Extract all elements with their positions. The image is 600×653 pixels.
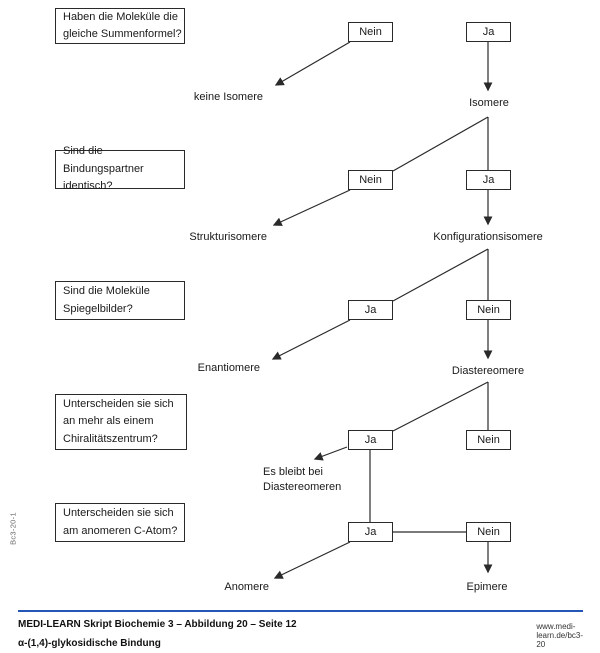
question-text-line: Sind die Bindungspartner — [63, 145, 144, 175]
decision-box-row1-ja: Ja — [466, 22, 511, 42]
question-text-line: am anomeren C-Atom? — [63, 524, 178, 537]
question-text-line: Unterscheiden sie sich — [63, 507, 174, 519]
question-box-anomeres-c-atom — [55, 503, 185, 542]
question-box-chiralitaetszentrum — [55, 394, 187, 450]
outcome-text-line: Diastereomeren — [263, 481, 342, 493]
outcome-text-line: Es bleibt bei — [263, 466, 323, 478]
outcome-diastereomere: Diastereomere — [451, 365, 525, 377]
decision-box-row3-nein: Nein — [466, 300, 511, 320]
edge-diastereomere-to-ja4 — [393, 382, 488, 431]
edge-nein1-to-keine-isomere — [276, 42, 350, 85]
outcome-epimere: Epimere — [466, 581, 508, 593]
decision-box-row5-nein: Nein — [466, 522, 511, 542]
edge-nein2-to-strukturisomere — [274, 190, 350, 225]
decision-box-row3-ja: Ja — [348, 300, 393, 320]
outcome-konfigurationsisomere: Konfigurationsisomere — [433, 231, 543, 243]
edge-ja3-to-enantiomere — [273, 320, 350, 359]
footer-divider-line — [18, 610, 583, 612]
decision-box-row2-nein: Nein — [348, 170, 393, 190]
outcome-strukturisomere: Strukturisomere — [189, 231, 267, 243]
question-box-summenformel — [55, 8, 185, 44]
question-box-spiegelbilder — [55, 281, 185, 320]
question-text-line: Sind die Moleküle — [63, 285, 150, 297]
footer-source-text: MEDI-LEARN Skript Biochemie 3 – Abbildung 20 – Seite 12 — [18, 619, 297, 630]
edge-ja5-to-anomere — [275, 542, 350, 578]
decision-box-row5-ja: Ja — [348, 522, 393, 542]
edge-isomere-to-nein2 — [393, 117, 488, 171]
question-text-line: identisch? — [63, 180, 113, 193]
decision-box-row4-nein: Nein — [466, 430, 511, 450]
edge-konfig-to-ja3 — [393, 249, 488, 301]
question-text-line: Chiralitätszentrum? — [63, 432, 158, 445]
question-box-bindungspartner — [55, 145, 185, 193]
decision-box-row4-ja: Ja — [348, 430, 393, 450]
outcome-enantiomere: Enantiomere — [197, 362, 260, 374]
footer-subtitle-text: α-(1,4)-glykosidische Bindung — [18, 638, 161, 649]
footer-url-text: www.medi-learn.de/bc3-20 — [536, 622, 584, 649]
decision-box-row1-nein: Nein — [348, 22, 393, 42]
outcome-anomere: Anomere — [224, 581, 269, 593]
question-text-line: an mehr als einem — [63, 415, 154, 428]
decision-box-row2-ja: Ja — [466, 170, 511, 190]
question-text-line: Unterscheiden sie sich — [63, 397, 174, 410]
question-text-line: gleiche Summenformel? — [63, 28, 182, 40]
edge-ja4-to-es-bleibt — [315, 447, 347, 459]
outcome-es-bleibt-bei-diastereomeren — [263, 465, 341, 495]
question-text-line: Spiegelbilder? — [63, 302, 133, 315]
figure-code-vertical: Bc3-20-1 — [8, 512, 18, 545]
question-text-line: Haben die Moleküle die — [63, 10, 178, 23]
outcome-keine-isomere: keine Isomere — [193, 91, 263, 103]
outcome-isomere: Isomere — [469, 97, 509, 109]
